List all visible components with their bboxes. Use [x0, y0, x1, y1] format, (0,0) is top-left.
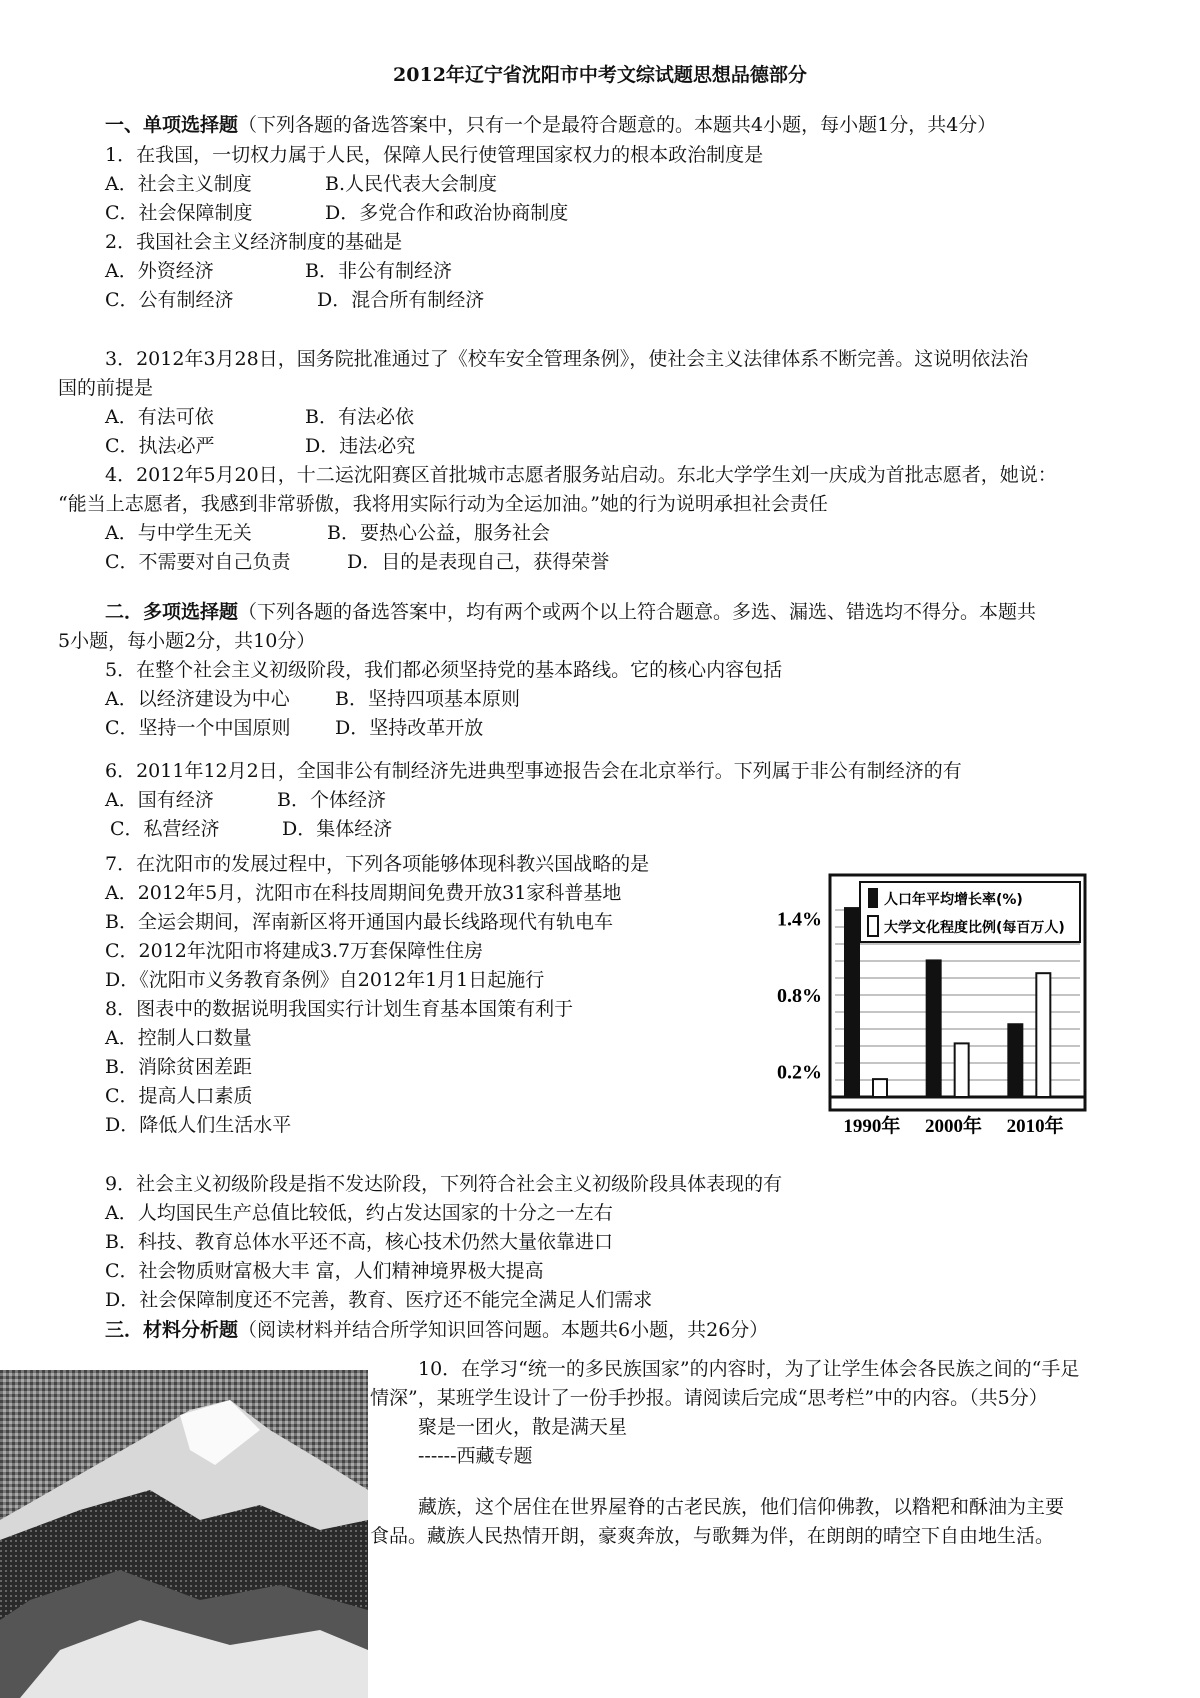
- q3-option-d: D．违法必究: [305, 435, 416, 457]
- legend-label-growth: 人口年平均增长率(%): [884, 892, 1023, 908]
- q2-option-c: C．公有制经济: [105, 289, 234, 311]
- q9-option-a: A．人均国民生产总值比较低，约占发达国家的十分之一左右: [105, 1202, 613, 1224]
- q8-option-b: B．消除贫困差距: [105, 1056, 252, 1078]
- x-tick-label: 2000年: [924, 1116, 983, 1137]
- q6-option-d: D．集体经济: [282, 818, 393, 840]
- q7-option-c: C．2012年沈阳市将建成3.7万套保障性住房: [105, 940, 484, 962]
- q5-options-row2: [105, 713, 483, 744]
- section3-desc: （阅读材料并结合所学知识回答问题。本题共6小题，共26分）: [238, 1319, 769, 1341]
- chart-bar-growth-1: [845, 908, 859, 1097]
- q2-option-a: A．外资经济: [105, 260, 214, 282]
- q6-option-b: B．个体经济: [277, 789, 386, 811]
- chart-bar-education-1: [873, 1079, 887, 1097]
- q5-option-c: C．坚持一个中国原则: [105, 717, 291, 739]
- q3-options-row1: [105, 402, 414, 433]
- legend-swatch-education: [868, 916, 878, 936]
- q8-stem: 8．图表中的数据说明我国实行计划生育基本国策有利于: [105, 998, 574, 1020]
- q7-option-a: A．2012年5月，沈阳市在科技周期间免费开放31家科普基地: [105, 882, 622, 904]
- q4-stem-line1: 4．2012年5月20日，十二运沈阳赛区首批城市志愿者服务站启动。东北大学学生刘一庆成为首批志愿者，她说：: [105, 464, 1057, 486]
- page-title: 2012年辽宁省沈阳市中考文综试题思想品德部分: [393, 64, 807, 86]
- section1-desc: （下列各题的备选答案中，只有一个是最符合题意的。本题共4小题，每小题1分，共4分）: [238, 114, 997, 136]
- q6-stem: 6．2011年12月2日，全国非公有制经济先进典型事迹报告会在北京举行。下列属于非公有制经济的有: [105, 760, 962, 782]
- q3-option-a: A．有法可依: [105, 406, 214, 428]
- q7-option-d: D．《沈阳市义务教育条例》自2012年1月1日起施行: [105, 969, 545, 991]
- chart-bar-growth-3: [1008, 1024, 1022, 1097]
- y-tick-label: 1.4%: [777, 908, 822, 931]
- q9-option-c: C．社会物质财富极大丰 富，人们精神境界极大提高: [105, 1260, 544, 1282]
- q4-options-row2: [105, 547, 609, 578]
- section3-heading: 三．材料分析题: [105, 1319, 239, 1341]
- q1-option-c: C．社会保障制度: [105, 202, 253, 224]
- section2-heading: 二．多项选择题: [105, 601, 239, 623]
- q8-option-a: A．控制人口数量: [105, 1027, 252, 1049]
- legend-swatch-growth: [868, 888, 878, 908]
- q4-stem-line2: “能当上志愿者，我感到非常骄傲，我将用实际行动为全运加油。”她的行为说明承担社会责任: [58, 493, 828, 515]
- chart-bar-growth-2: [927, 960, 941, 1097]
- y-tick-label: 0.2%: [777, 1061, 822, 1084]
- y-tick-label: 0.8%: [777, 984, 822, 1007]
- q10-line6: 食品。藏族人民热情开朗，豪爽奔放，与歌舞为伴，在朗朗的晴空下自由地生活。: [370, 1525, 1055, 1547]
- section1-heading: 一、单项选择题: [105, 114, 239, 136]
- q8-option-d: D．降低人们生活水平: [105, 1114, 292, 1136]
- q5-stem: 5．在整个社会主义初级阶段，我们都必须坚持党的基本路线。它的核心内容包括: [105, 659, 783, 681]
- q5-options-row1: [105, 684, 520, 715]
- q2-stem: 2．我国社会主义经济制度的基础是: [105, 231, 403, 253]
- x-tick-label: 1990年: [843, 1116, 901, 1137]
- q2-options-row1: [105, 256, 452, 287]
- section2-desc: （下列各题的备选答案中，均有两个或两个以上符合题意。多选、漏选、错选均不得分。本题共: [238, 601, 1037, 623]
- q1-option-a: A．社会主义制度: [105, 173, 252, 195]
- q10-line3: 聚是一团火，散是满天星: [418, 1416, 628, 1438]
- q4-options-row1: [105, 518, 550, 549]
- section3-header: [105, 1315, 768, 1346]
- q1-options-row1: [105, 169, 497, 200]
- section2-desc-line2: 5小题，每小题2分，共10分）: [58, 630, 316, 652]
- q1-stem: 1．在我国，一切权力属于人民，保障人民行使管理国家权力的根本政治制度是: [105, 144, 764, 166]
- q9-stem: 9．社会主义初级阶段是指不发达阶段，下列符合社会主义初级阶段具体表现的有: [105, 1173, 783, 1195]
- legend-label-education: 大学文化程度比例(每百万人): [884, 920, 1065, 936]
- q2-option-b: B．非公有制经济: [305, 260, 452, 282]
- q5-option-b: B．坚持四项基本原则: [335, 688, 520, 710]
- q9-option-d: D．社会保障制度还不完善，教育、医疗还不能完全满足人们需求: [105, 1289, 653, 1311]
- q4-option-b: B．要热心公益，服务社会: [327, 522, 550, 544]
- q5-option-d: D．坚持改革开放: [335, 717, 484, 739]
- q1-option-b: B.人民代表大会制度: [325, 173, 498, 195]
- q4-option-c: C．不需要对自己负责: [105, 551, 291, 573]
- chart-bar-education-3: [1036, 973, 1050, 1097]
- q6-options-row1: [105, 785, 386, 816]
- q10-line5: 藏族，这个居住在世界屋脊的古老民族，他们信仰佛教，以糌粑和酥油为主要: [418, 1496, 1065, 1518]
- section2-header: [105, 597, 1036, 628]
- q3-options-row2: [105, 431, 415, 462]
- q7-stem: 7．在沈阳市的发展过程中，下列各项能够体现科教兴国战略的是: [105, 853, 650, 875]
- q6-option-c: C．私营经济: [110, 818, 220, 840]
- q5-option-a: A．以经济建设为中心: [105, 688, 290, 710]
- q10-line4: ------西藏专题: [418, 1445, 533, 1467]
- x-tick-label: 2010年: [1006, 1116, 1064, 1137]
- q3-option-b: B．有法必依: [305, 406, 414, 428]
- q1-option-d: D．多党合作和政治协商制度: [325, 202, 569, 224]
- chart-bar-education-2: [955, 1043, 969, 1097]
- q3-stem-line1: 3．2012年3月28日，国务院批准通过了《校车安全管理条例》，使社会主义法律体系不断完善。这说明依法治: [105, 348, 1029, 370]
- tibet-mountain-photo: [0, 1370, 368, 1698]
- section1-header: [105, 110, 996, 141]
- q10-line2: 情深”，某班学生设计了一份手抄报。请阅读后完成“思考栏”中的内容。（共5分）: [370, 1387, 1048, 1409]
- q7-option-b: B．全运会期间，浑南新区将开通国内最长线路现代有轨电车: [105, 911, 613, 933]
- q3-option-c: C．执法必严: [105, 435, 215, 457]
- q3-stem-line2: 国的前提是: [58, 377, 154, 399]
- q4-option-a: A．与中学生无关: [105, 522, 252, 544]
- q1-options-row2: [105, 198, 568, 229]
- q6-option-a: A．国有经济: [105, 789, 214, 811]
- q2-option-d: D．混合所有制经济: [317, 289, 485, 311]
- q9-option-b: B．科技、教育总体水平还不高，核心技术仍然大量依靠进口: [105, 1231, 613, 1253]
- q2-options-row2: [105, 285, 484, 316]
- q4-option-d: D．目的是表现自己，获得荣誉: [347, 551, 610, 573]
- q10-line1: 10．在学习“统一的多民族国家”的内容时，为了让学生体会各民族之间的“手足: [418, 1358, 1080, 1380]
- q6-options-row2: [110, 814, 392, 845]
- q8-option-c: C．提高人口素质: [105, 1085, 253, 1107]
- population-bar-chart: [760, 870, 1090, 1140]
